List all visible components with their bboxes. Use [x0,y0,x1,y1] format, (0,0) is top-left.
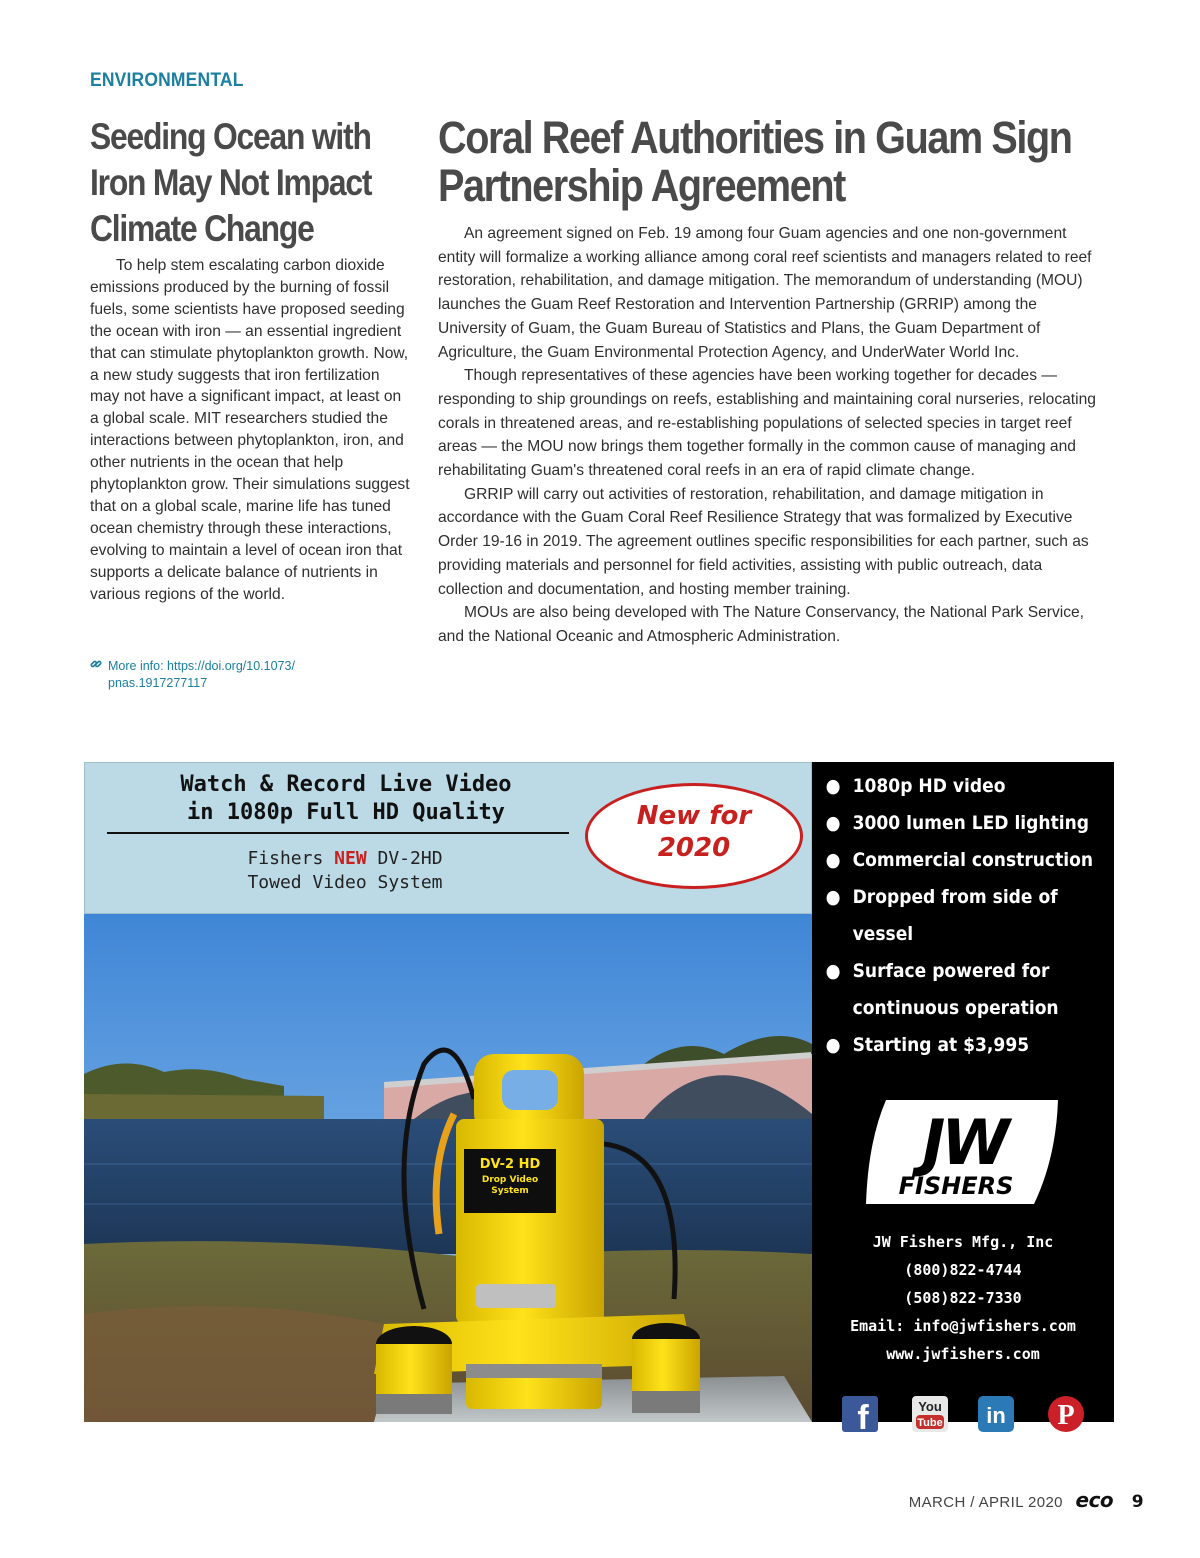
bullet-dot: ● [825,812,841,834]
facebook-icon[interactable] [842,1396,878,1432]
ad-sub-suffix: DV-2HD [366,848,443,869]
company-name: JW Fishers Mfg., Inc [872,1233,1054,1251]
ad-sub-prefix: Fishers [247,848,335,869]
right-article-paragraph: MOUs are also being developed with The Nature Conservancy, the National Park Service, and the National Oceanic and Atmospheric Administration. [438,604,1085,645]
ad-headline-line1: Watch & Record Live Video [180,772,512,797]
bullet-dot: ● [825,960,841,982]
badge-line2: 2020 [657,833,731,863]
new-for-2020-badge [585,783,803,889]
bullet-dot: ● [825,775,841,797]
ad-sidebar [812,762,1114,1432]
ad-subheadline [145,847,545,895]
jw-fishers-advertisement[interactable] [84,762,1114,1432]
feature-item-continuation: continuous operation [852,997,1059,1019]
right-article-paragraph: An agreement signed on Feb. 19 among four Guam agencies and one non-government entity will formalize a working alliance among coral reef scientists and managers related to reef restoration, rehabilitation, and damage mitigation. The memorandum of understanding (MOU) launches the Guam Reef Restoration and Intervention Partnership (GRRIP) among the University of Guam, the Guam Bureau of Statistics and Plans, the Guam Department of Agriculture, the Guam Environmental Protection Agency, and UnderWater World Inc. [438,225,1092,361]
ad-headline [105,771,587,827]
svg-text:Tube: Tube [917,1417,943,1429]
feature-item: ● 3000 lumen LED lighting [822,805,1132,842]
link-icon [90,658,104,675]
bullet-dot: ● [825,1034,841,1056]
website-link[interactable]: www.jwfishers.com [886,1345,1040,1363]
bullet-dot: ● [825,849,841,871]
more-info-link[interactable] [90,658,390,692]
feature-item: ● Dropped from side of [822,879,1132,916]
svg-text:in: in [986,1403,1006,1428]
youtube-icon[interactable] [912,1396,948,1432]
right-article-paragraph: GRRIP will carry out activities of restoration, rehabilitation, and damage mitigation in accordance with the Guam Coral Reef Resilience Strategy that was formalized by Executive Order 19-16 in 2019. The agreement outlines specific responsibilities for each partner, such as providing materials and personnel for field activities, assisting with public outreach, data collection and documentation, and hosting member training. [438,485,1089,598]
phone-1: (800)822-4744 [904,1261,1022,1279]
left-article-body [90,255,412,606]
phone-2: (508)822-7330 [904,1289,1022,1307]
feature-item: ● Surface powered for [822,953,1132,990]
ad-divider [107,832,569,834]
feature-list [822,768,1112,1064]
device-label-line2: Drop Video [481,1175,539,1185]
ad-sub-line2: Towed Video System [247,872,443,893]
social-icons [812,1398,1114,1438]
page-footer [909,1488,1144,1512]
contact-info [812,1228,1114,1368]
feature-item: ● 1080p HD video [822,768,1132,805]
magazine-name: eco [1075,1488,1114,1512]
jw-fishers-logo [864,1098,1060,1206]
svg-text:P: P [1057,1400,1075,1431]
issue-date: MARCH / APRIL 2020 [908,1494,1063,1511]
device-label-line1: DV-2 HD [479,1157,541,1172]
page-number: 9 [1131,1492,1144,1512]
right-article-body [438,222,1102,649]
badge-line1: New for [636,801,752,831]
left-article-title: Seeding Ocean with Iron May Not Impact Climate Change [90,116,372,249]
section-label: ENVIRONMENTAL [90,70,244,91]
ad-sub-new: NEW [334,848,367,869]
logo-fishers-text: FISHERS [898,1172,1014,1200]
ad-headline-line2: in 1080p Full HD Quality [187,800,505,825]
pinterest-icon[interactable] [1048,1396,1084,1432]
more-info-line2: pnas.1917277117 [108,676,208,690]
email[interactable]: Email: info@jwfishers.com [850,1317,1076,1335]
feature-item-continuation: vessel [852,923,914,945]
logo-jw-text: JW [922,1106,1006,1179]
right-article-paragraph: Though representatives of these agencies have been working together for decades — responding to ship groundings on reefs, establishing and maintaining coral nurseries, relocating corals in threatened areas, and re-establishing populations of selected species in target reef areas — the MOU now brings them together formally in the common cause of managing and rehabilitating Guam's threatened coral reefs in an era of rapid climate change. [438,367,1096,480]
more-info-line1: More info: https://doi.org/10.1073/ [108,659,295,673]
device-label-line3: System [491,1186,529,1196]
feature-item: ● Starting at $3,995 [822,1027,1132,1064]
product-photo [84,914,812,1422]
svg-text:You: You [918,1399,942,1414]
left-article-paragraph: To help stem escalating carbon dioxide emissions produced by the burning of fossil fuels, some scientists have proposed seeding the ocean with iron — an essential ingredient that can stimulate phytoplankton growth. Now, a new study suggests that iron fertilization may not have a significant impact, at least on a global scale. MIT researchers studied the interactions between phytoplankton, iron, and other nutrients in the ocean that help phytoplankton grow. Their simulations suggest that on a global scale, marine life has tuned ocean chemistry through these interactions, evolving to maintain a level of ocean iron that supports a delicate balance of nutrients in various regions of the world. [90,257,410,603]
svg-text:f: f [857,1399,869,1432]
linkedin-icon[interactable] [978,1396,1014,1432]
feature-item: ● Commercial construction [822,842,1132,879]
right-article-title: Coral Reef Authorities in Guam Sign Partnership Agreement [438,112,1072,211]
ad-header [84,762,812,914]
bullet-dot: ● [825,886,841,908]
